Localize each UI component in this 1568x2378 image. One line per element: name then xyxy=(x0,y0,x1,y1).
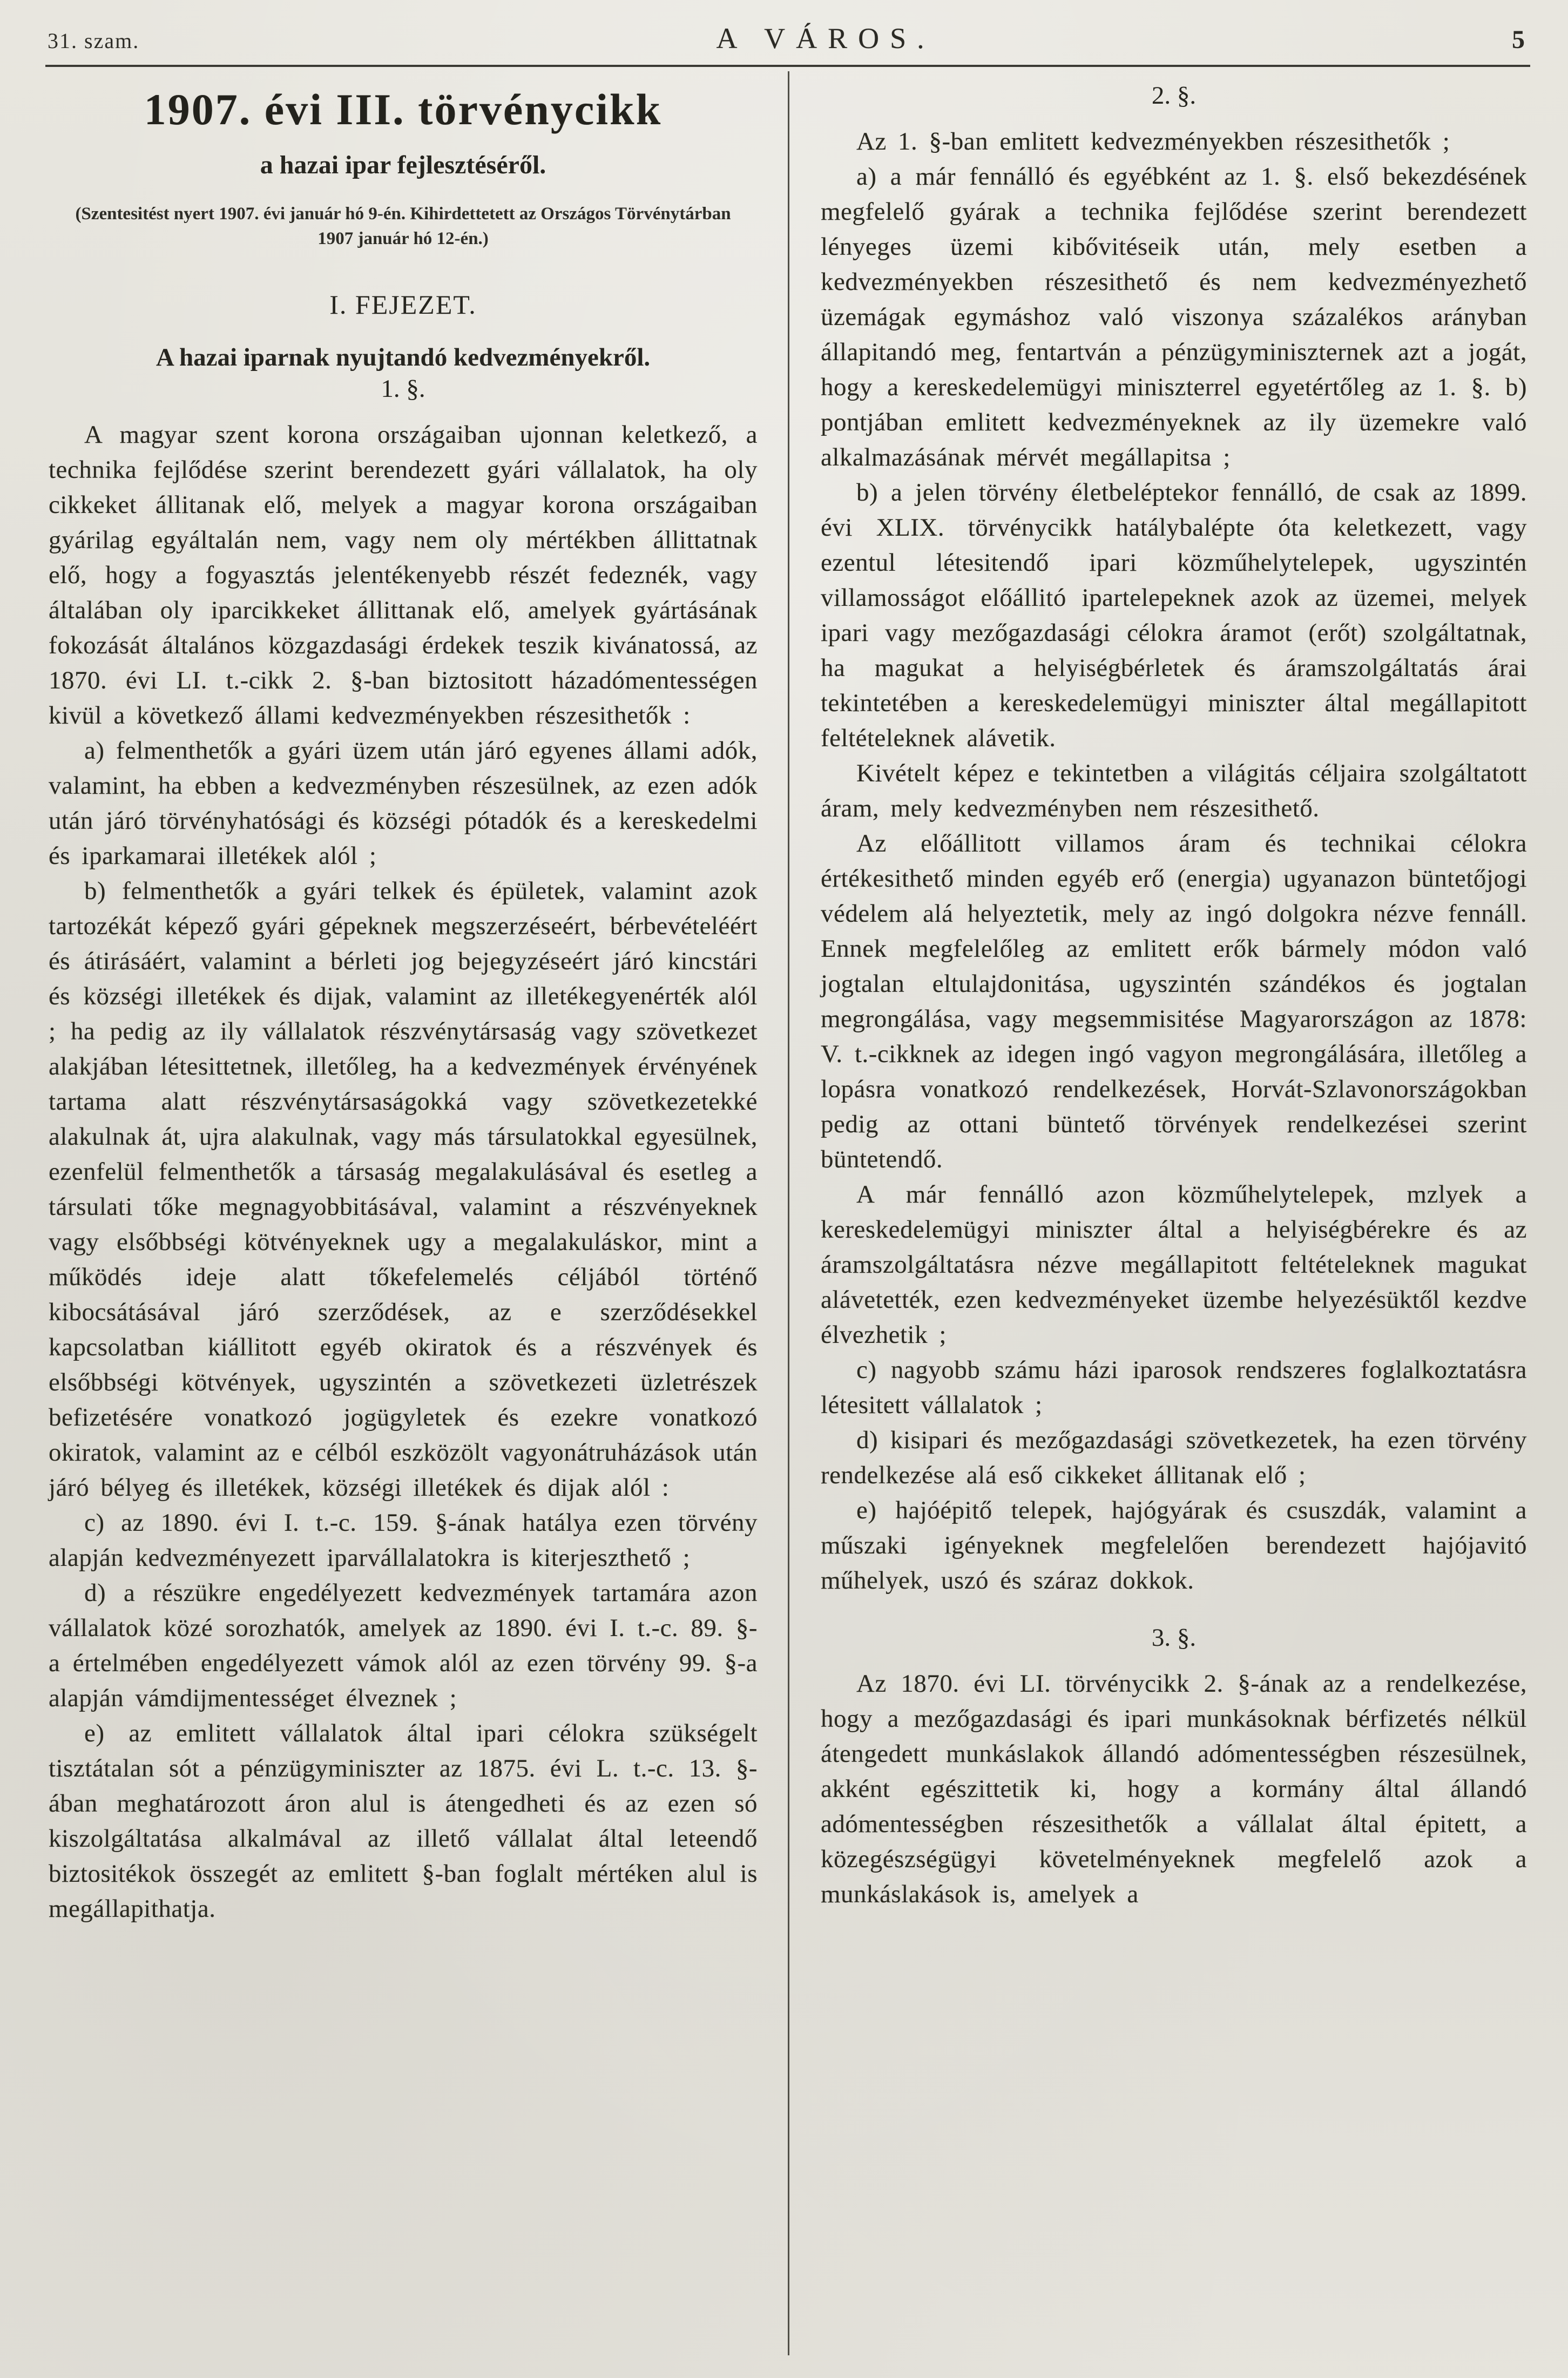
left-column-body xyxy=(49,374,758,1927)
paragraph: A már fennálló azon közműhelytelepek, mzlyek a kereskedelemügyi miniszter által a helyiségbérekre és az áramszolgáltatásra nézve megállapitott feltételeknek magukat alávetették, ezen kedvezményeket üzembe helyezésüktől kezdve élvezhetik ; xyxy=(821,1180,1527,1349)
page-number: 5 xyxy=(1512,25,1525,54)
paragraph: d) a részükre engedélyezett kedvezmények tartamára azon vállalatok közé sorozhatók, amelyek az 1890. évi I. t.-c. 89. §-a értelmében engedélyezett vámok alól az ezen törvény 99. §-a alapján vámdijmentességet élveznek ; xyxy=(49,1579,758,1712)
paragraph: d) kisipari és mezőgazdasági szövetkezetek, ha ezen törvény rendelkezése alá eső cikkeket állitanak elő ; xyxy=(821,1426,1527,1489)
article-columns xyxy=(45,71,1530,2355)
law-title: 1907. évi III. törvénycikk xyxy=(144,85,663,134)
paragraph: A magyar szent korona országaiban ujonnan keletkező, a technika fejlődése szerint berendezett gyári vállalatok, ha oly cikkeket állitanak elő, melyek a magyar korona országaiban gyárilag egyáltalán nem, vagy nem oly mértékben állittatnak elő, hogy a fogyasztás jelentékenyebb részét fedeznék, vagy általában oly iparcikkeket állittanak elő, amelyek gyártásának fokozását általános közgazdasági érdekek teszik kivánatossá, az 1870. évi LI. t.-cikk 2. §-ban biztositott házadómentességen kivül a következő állami kedvezményekben részesithetők : xyxy=(49,421,758,729)
section-heading: 3. §. xyxy=(1151,1624,1197,1652)
paragraph: a) felmenthetők a gyári üzem után járó egyenes állami adók, valamint, ha ebben a kedvezményben részesülnek, az ezen adók után járó törvényhatósági és községi pótadók és a kereskedelmi és iparkamarai illetékek alól ; xyxy=(49,737,758,870)
masthead-title: A VÁROS. xyxy=(716,22,935,55)
paragraph: Az 1. §-ban emlitett kedvezményekben részesithetők ; xyxy=(856,127,1450,156)
paragraph: Az 1870. évi LI. törvénycikk 2. §-ának az a rendelkezése, hogy a mezőgazdasági és ipari munkásoknak bérfizetés nélkül átengedett munkáslakok állandó adómentességben részesülnek, akként egészittetik ki, hogy a kormány által állandó adómentességben részesithetők a vállalat által épitett, a közegészségügyi követelményeknek megfelelő azok a munkáslakások is, amelyek a xyxy=(821,1670,1527,1908)
paragraph: e) hajóépitő telepek, hajógyárak és csuszdák, valamint a műszaki igényeknek megfelelően berendezett hajójavitó műhelyek, uszó és száraz dokkok. xyxy=(821,1496,1527,1595)
paragraph: c) az 1890. évi I. t.-c. 159. §-ának hatálya ezen törvény alapján kedvezményezett iparvállalatokra is kiterjeszthető ; xyxy=(49,1509,758,1572)
page-header xyxy=(45,22,1530,65)
paragraph: b) felmenthetők a gyári telkek és épületek, valamint azok tartozékát képező gyári gépeknek megszerzéseért, bérbevételéért és átirásáért, valamint a bérleti jog bejegyzéseért járó kincstári és községi illetékek és dijak, valamint az illetékegyenérték alól ; ha pedig az ily vállalatok részvénytársaság vagy szövetkezet alakjában létesittetnek, illetőleg, ha a kedvezmények érvényének tartama alatt részvénytársaságokká vagy szövetkezetekké alakulnak át, ujra alakulnak, vagy más társulatokkal egyesülnek, ezenfelül felmenthetők a társaság megalakulásával és esetleg a társulati tőke megnagyobbitásával, valamint a részvényeknek vagy elsőbbségi kötvényeknek ugy a megalakuláskor, mint a működés ideje alatt tőkefelemelés céljából történő kibocsátásával járó szerződések, az e szerződésekkel kapcsolatban kiállitott egyéb okiratok és a részvények és elsőbbségi kötvények, ugyszintén a szövetkezeti üzletrészek befizetésére vonatkozó jogügyletek és ezekre vonatkozó okiratok, valamint az e célból eszközölt vagyonátruházások után járó bélyeg és illetékek, községi illetékek és dijak alól : xyxy=(49,877,758,1502)
paragraph: b) a jelen törvény életbeléptekor fennálló, de csak az 1899. évi XLIX. törvénycikk hatálybalépte óta keletkezett, vagy ezentul létesitendő ipari közműhelytelepek, ugyszintén villamosságot előállitó ipartelepeknek azok az üzemei, melyek ipari vagy mezőgazdasági célokra áramot (erőt) szolgáltatnak, ha magukat a helyiségbérletek és áramszolgáltatás árai tekintetében a kereskedelemügyi miniszter által megállapitott feltételeknek alávetik. xyxy=(821,478,1527,752)
left-column xyxy=(45,71,788,2355)
right-column-body xyxy=(821,81,1527,1912)
enactment-note: (Szentesitést nyert 1907. évi január hó 9-én. Kihirdettetett az Országos Törvénytárban 1907 január hó 12-én.) xyxy=(75,204,731,248)
paragraph: Az előállitott villamos áram és technikai célokra értékesithető minden egyéb erő (energia) ugyanazon büntetőjogi védelem alá helyeztetik, mely az ingó dolgokra nézve fennáll. Ennek megfelelőleg az emlitett erők bármely módon való jogtalan eltulajdonitása, ugyszintén szándékos és jogtalan megrongálása, vagy megsemmisitése Magyarországon az 1878: V. t.-cikknek az idegen ingó vagyon megrongálására, illetőleg a lopásra vonatkozó rendelkezések, Horvát-Szlavonországokban pedig az ottani büntető törvények rendelkezései szerint büntetendő. xyxy=(821,829,1527,1173)
issue-number: 31. szam. xyxy=(48,29,140,53)
law-subtitle: a hazai ipar fejlesztéséről. xyxy=(260,151,546,179)
section-heading: 1. §. xyxy=(381,375,425,403)
chapter-subheading: A hazai iparnak nyujtandó kedvezményekről. xyxy=(156,343,651,371)
paragraph: Kivételt képez e tekintetben a világitás céljaira szolgáltatott áram, mely kedvezményben nem részesithető. xyxy=(821,759,1527,822)
header-rule xyxy=(45,65,1530,67)
section-heading: 2. §. xyxy=(1151,82,1197,110)
paragraph: e) az emlitett vállalatok által ipari célokra szükségelt tisztátalan sót a pénzügyminiszter az 1875. évi L. t.-c. 13. §-ában meghatározott áron alul is átengedheti és az ezen só kiszolgáltatása alkalmával az illető vállalat által leteendő biztositékok összegét az emlitett §-ban foglalt mértéken alul is megállapithatja. xyxy=(49,1719,758,1923)
paragraph: a) a már fennálló és egyébként az 1. §. első bekezdésének megfelelő gyárak a technika fejlődése szerint berendezett lényeges üzemi kibővitéseik után, mely esetben a kedvezményekben részesithető és nem kedvezményezhető üzemágak egymáshoz való viszonya százalékos arányban állapitandó meg, fentartván a pénzügyminiszternek azt a jogát, hogy a kereskedelemügyi miniszterrel egyetértőleg az 1. §. b) pontjában emlitett kedvezményeknek az ily üzemekre való alkalmazásának mérvét megállapitsa ; xyxy=(821,163,1527,471)
paragraph: c) nagyobb számu házi iparosok rendszeres foglalkoztatásra létesitett vállalatok ; xyxy=(821,1356,1527,1419)
right-column xyxy=(788,71,1530,2355)
chapter-heading: I. FEJEZET. xyxy=(329,289,477,320)
